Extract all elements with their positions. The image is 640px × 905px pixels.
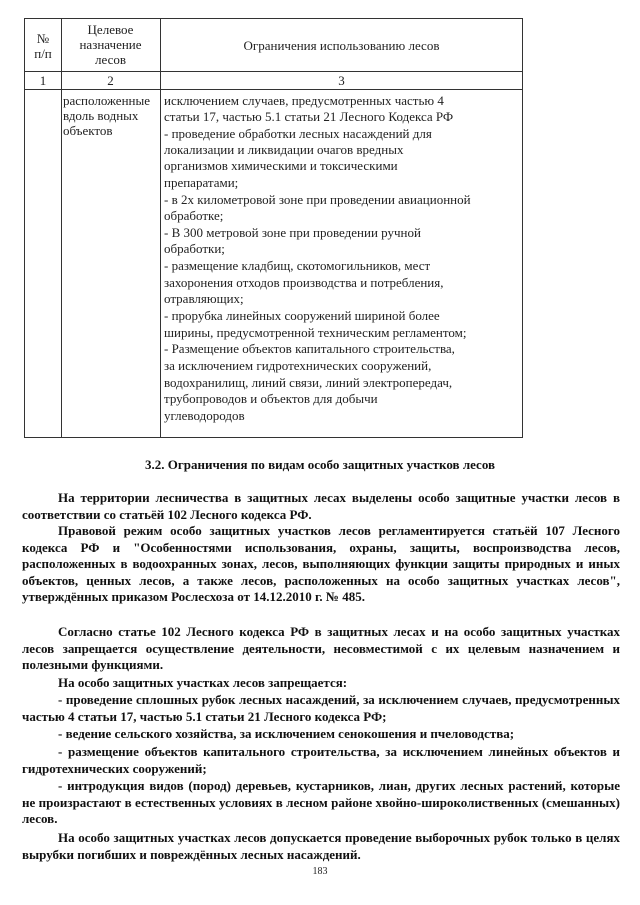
- row-divider: [25, 71, 522, 72]
- restriction-line: - в 2х километровой зоне при проведении авиационной: [164, 192, 471, 207]
- header-restrictions: Ограничения использованию лесов: [243, 38, 440, 53]
- list-item: - проведение сплошных рубок лесных насаждений, за исключением случаев, предусмотренных частью 4 статьи 17, частью 5.1 статьи 21 Лесного кодекса РФ;: [22, 692, 620, 724]
- page-number: 183: [312, 866, 328, 877]
- restriction-line: - В 300 метровой зоне при проведении ручной: [164, 225, 421, 240]
- list-item: - ведение сельского хозяйства, за исключением сенокошения и пчеловодства;: [58, 726, 515, 741]
- list-item: - интродукция видов (пород) деревьев, кустарников, лиан, других лесных растений, которые не произрастают в естественных условиях в лесном районе хвойно-широколиственных (смешанных) лесов.: [22, 778, 620, 827]
- restriction-line: углеводородов: [164, 408, 245, 423]
- restriction-line: препаратами;: [164, 175, 239, 190]
- purpose-cell: расположенные вдоль водных объектов: [63, 93, 150, 138]
- restriction-line: обработке;: [164, 208, 224, 223]
- paragraph: Правовой режим особо защитных участков лесов регламентируется статьёй 107 Лесного кодекса РФ и "Особенностями использования, охраны, защиты, воспроизводства лесов, расположенных в водоохранных зонах, лесов, выполняющих функции защиты природных и иных объектов, ценных лесов, а также лесов, расположенных на особо защитных участках лесов", утверждённых приказом Рослесхоза от 14.12.2010 г. № 485.: [22, 523, 620, 605]
- restriction-line: статьи 17, частью 5.1 статьи 21 Лесного Кодекса РФ: [164, 109, 454, 124]
- restriction-line: - проведение обработки лесных насаждений для: [164, 126, 432, 141]
- restriction-line: - размещение кладбищ, скотомогильников, мест: [164, 258, 431, 273]
- paragraph: На территории лесничества в защитных лесах выделены особо защитные участки лесов в соответствии со статьёй 102 Лесного кодекса РФ.: [22, 490, 620, 522]
- restriction-line: трубопроводов и объектов для добычи: [164, 391, 378, 406]
- restriction-line: ширины, предусмотренной техническим регламентом;: [164, 325, 467, 340]
- paragraph: На особо защитных участках лесов запрещается:: [58, 675, 348, 690]
- col-number-2: 2: [107, 73, 114, 88]
- restriction-line: захоронения отходов производства и потребления,: [164, 275, 444, 290]
- restriction-line: отравляющих;: [164, 291, 244, 306]
- col-number-1: 1: [39, 73, 47, 88]
- restriction-line: организмов химическими и токсическими: [164, 158, 398, 173]
- col-number-3: 3: [338, 73, 345, 88]
- restriction-line: исключением случаев, предусмотренных частью 4: [164, 93, 444, 108]
- restriction-line: за исключением гидротехнических сооружений,: [164, 358, 432, 373]
- header-purpose: Целевое назначение лесов: [79, 22, 142, 67]
- restriction-line: - прорубка линейных сооружений шириной более: [164, 308, 440, 323]
- restriction-line: локализации и ликвидации очагов вредных: [164, 142, 404, 157]
- row-divider: [25, 89, 522, 90]
- restriction-line: обработки;: [164, 241, 225, 256]
- restriction-line: водохранилищ, линий связи, линий электропередач,: [164, 375, 453, 390]
- restriction-line: - Размещение объектов капитального строительства,: [164, 341, 455, 356]
- paragraph: Согласно статье 102 Лесного кодекса РФ в защитных лесах и на особо защитных участках лесов запрещается осуществление деятельности, несовместимой с их целевым назначением и полезными функциями.: [22, 624, 620, 673]
- list-item: - размещение объектов капитального строительства, за исключением линейных объектов и гидротехнических сооружений;: [22, 744, 620, 776]
- paragraph: На особо защитных участках лесов допускается проведение выборочных рубок только в целях вырубки погибших и повреждённых лесных насаждений.: [22, 830, 620, 862]
- restrictions-table: [24, 18, 523, 438]
- section-heading: 3.2. Ограничения по видам особо защитных участков лесов: [144, 457, 496, 472]
- header-num: № п/п: [34, 31, 52, 61]
